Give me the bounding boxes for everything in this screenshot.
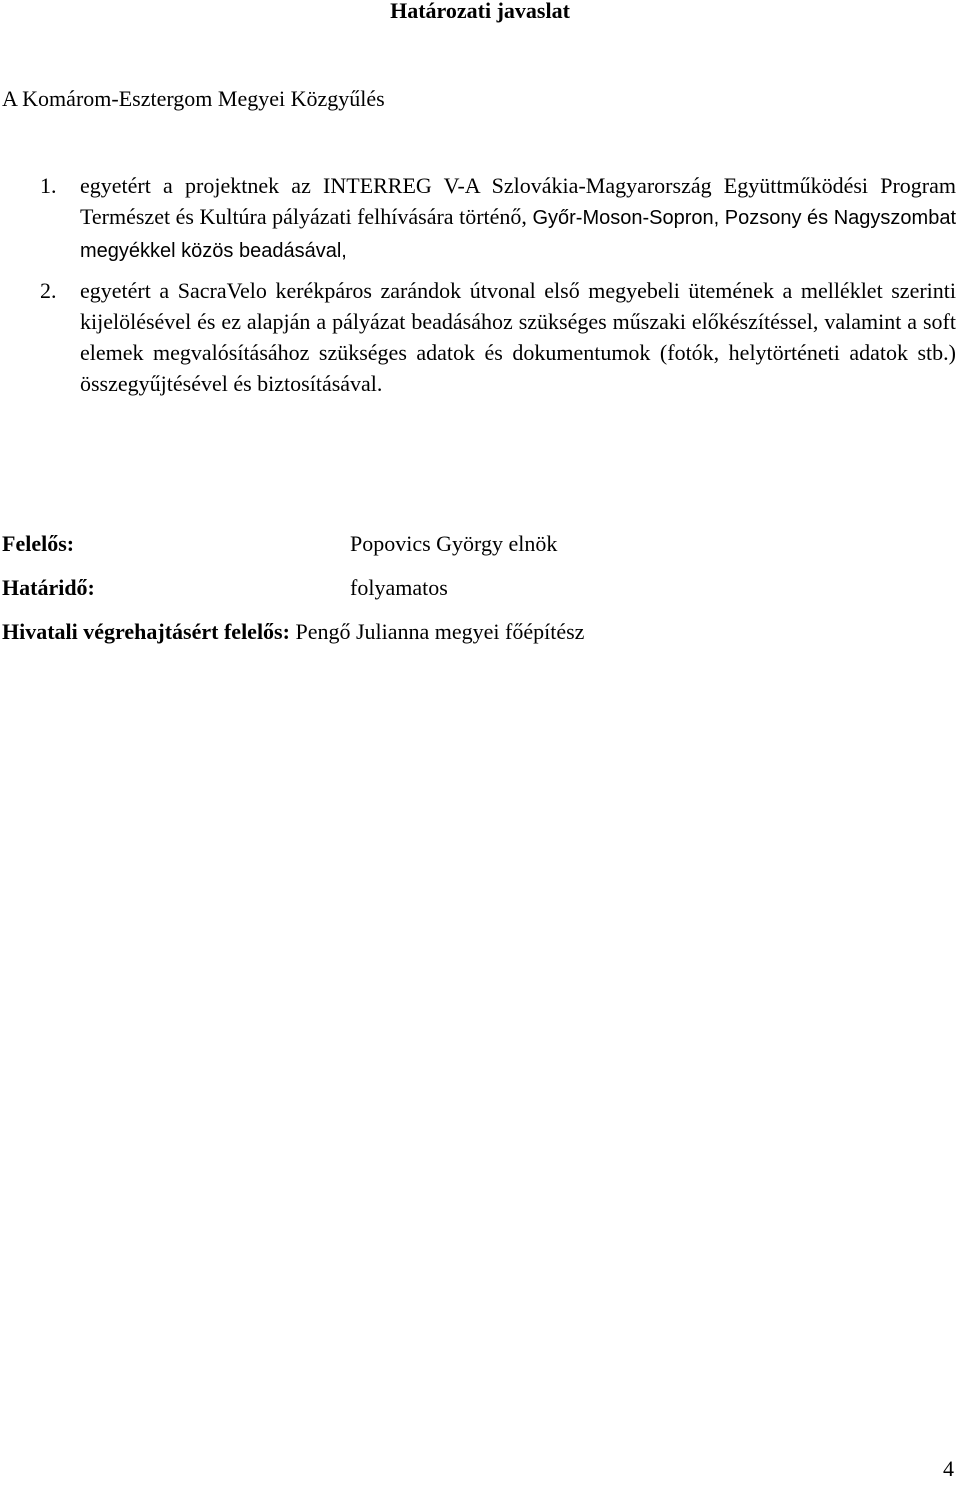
item-text: egyetért a SacraVelo kerékpáros zarándok útvonal első megyebeli ütemének a melléklet szerinti kijelölésével és ez alapján a pályázat beadásához szükséges műszaki előkészítéssel, valamint a soft elemek megvalósításához szükséges adatok és dokumentumok (fotók, helytörténeti adatok stb.) összegyűjtésével és biztosításával. — [80, 278, 956, 396]
deadline-label: Határidő: — [2, 575, 95, 600]
item-number: 2. — [40, 278, 57, 303]
responsible-value: Popovics György elnök — [350, 531, 558, 556]
assembly-name: A Komárom-Esztergom Megyei Közgyűlés — [2, 86, 385, 111]
item-number: 1. — [40, 173, 57, 198]
page-number: 4 — [943, 1456, 954, 1481]
official-value: Pengő Julianna megyei főépítész — [289, 619, 585, 644]
item-text-serif: egyetért a projektnek az INTERREG V-A Szlovákia-Magyarország Együttműködési Program Természet és Kultúra pályázati felhívására történő, — [80, 173, 956, 229]
responsible-label: Felelős: — [2, 531, 75, 556]
item-text — [80, 170, 956, 267]
item-text-sans: Győr-Moson-Sopron, Pozsony és Nagyszombat megyékkel közös beadásával, — [80, 207, 957, 262]
official-row — [2, 617, 584, 647]
document-title: Határozati javaslat — [390, 0, 570, 23]
deadline-value: folyamatos — [350, 575, 448, 600]
official-label: Hivatali végrehajtásért felelős: — [2, 619, 290, 644]
